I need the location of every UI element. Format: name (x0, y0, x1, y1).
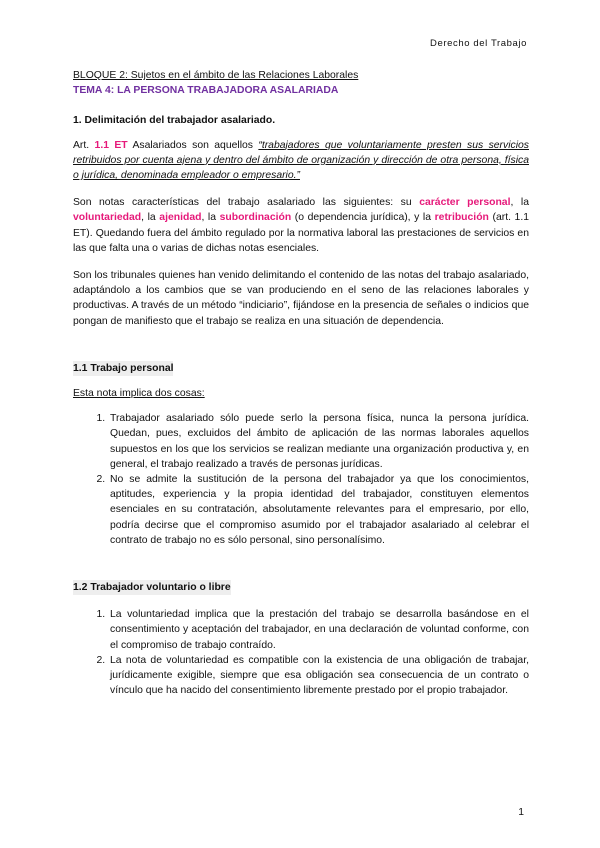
keyword-voluntariedad: voluntariedad (73, 212, 142, 224)
page-number: 1 (518, 807, 524, 818)
page-header: Derecho del Trabajo (430, 38, 527, 49)
document-body (73, 68, 529, 699)
p2-d: , la (201, 212, 220, 224)
tribunales-paragraph: Son los tribunales quienes han venido delimitando el contenido de las notas del trabajo asalariado, adaptándolo a los cambios que se van produciendo en el seno de las relaciones laborales y productivas. A través de un método “indiciario”, fijándose en la presencia de señales o indicios que pongan de manifiesto que el trabajo se realiza en una situación de dependencia. (73, 270, 529, 327)
p2-e: (o dependencia jurídica), y la (291, 212, 435, 224)
section-1-1-heading: 1.1 Trabajo personal (73, 361, 173, 376)
list-item: 1. Trabajador asalariado sólo puede serlo la persona física, nunca la persona jurídica. Quedan, pues, excluidos del ámbito de aplicación de las normas laborales aquellos supuestos en los que los servicios se realizan mediante una organización productiva y, en general, el trabajo realizado a través de personas jurídicas. (108, 411, 529, 472)
keyword-caracter-personal: carácter personal (419, 197, 511, 209)
p2-f: (art. 1.1 ET). Quedando fuera del ámbito regulado por la normativa laboral las prestaciones de servicios en las que falta una o varias de dichas notas esenciales. (73, 212, 530, 254)
p2-c: , la (141, 212, 160, 224)
section-1-1-intro: Esta nota implica dos cosas: (73, 388, 205, 400)
list-item: 2. No se admite la sustitución de la persona del trabajador ya que los conocimientos, aptitudes, experiencia y la propia identidad del trabajador, constituyen elementos esenciales en su contratación, absolutamente relevantes para el empresario, por ello, podría decirse que el compromiso asumido por el trabajador asalariado al celebrar el contrato de trabajo no es sólo personal, sino personalísimo. (108, 472, 529, 548)
characteristics-paragraph (73, 195, 529, 256)
list-item: 2. La nota de voluntariedad es compatible con la existencia de una obligación de trabajar, jurídicamente exigible, siempre que esa obligación sea consecuencia de un contrato o vínculo que ha nacido del consentimiento libremente prestado por el propio trabajador. (108, 653, 529, 699)
art-mid: Asalariados son aquellos (127, 139, 259, 151)
keyword-ajenidad: ajenidad (159, 212, 202, 224)
art-reference: 1.1 ET (94, 139, 128, 151)
section-1-heading: 1. Delimitación del trabajador asalariado. (73, 115, 276, 127)
section-1-2-list (73, 607, 529, 698)
p2-a: Son notas características del trabajo asalariado las siguientes: su (73, 197, 420, 209)
section-1-2-heading: 1.2 Trabajador voluntario o libre (73, 580, 231, 595)
p2-b: , la (510, 197, 529, 209)
art-quote: “trabajadores que voluntariamente presten sus servicios retribuidos por cuenta ajena y dentro del ámbito de organización y dirección de otra persona, física o jurídica, denominada empleador o empresario.” (73, 139, 529, 182)
bloque-title: BLOQUE 2: Sujetos en el ámbito de las Relaciones Laborales (73, 70, 359, 81)
article-paragraph (73, 138, 529, 184)
art-prefix: Art. (73, 139, 95, 151)
keyword-subordinacion: subordinación (219, 212, 292, 224)
section-1-1-list (73, 411, 529, 548)
tema-title: TEMA 4: LA PERSONA TRABAJADORA ASALARIADA (73, 85, 339, 97)
keyword-retribucion: retribución (434, 212, 489, 224)
list-item: 1. La voluntariedad implica que la prestación del trabajo se desarrolla basándose en el consentimiento y aceptación del trabajador, en una declaración de voluntad conforme, con el compromiso de trabajo contraído. (108, 607, 529, 653)
